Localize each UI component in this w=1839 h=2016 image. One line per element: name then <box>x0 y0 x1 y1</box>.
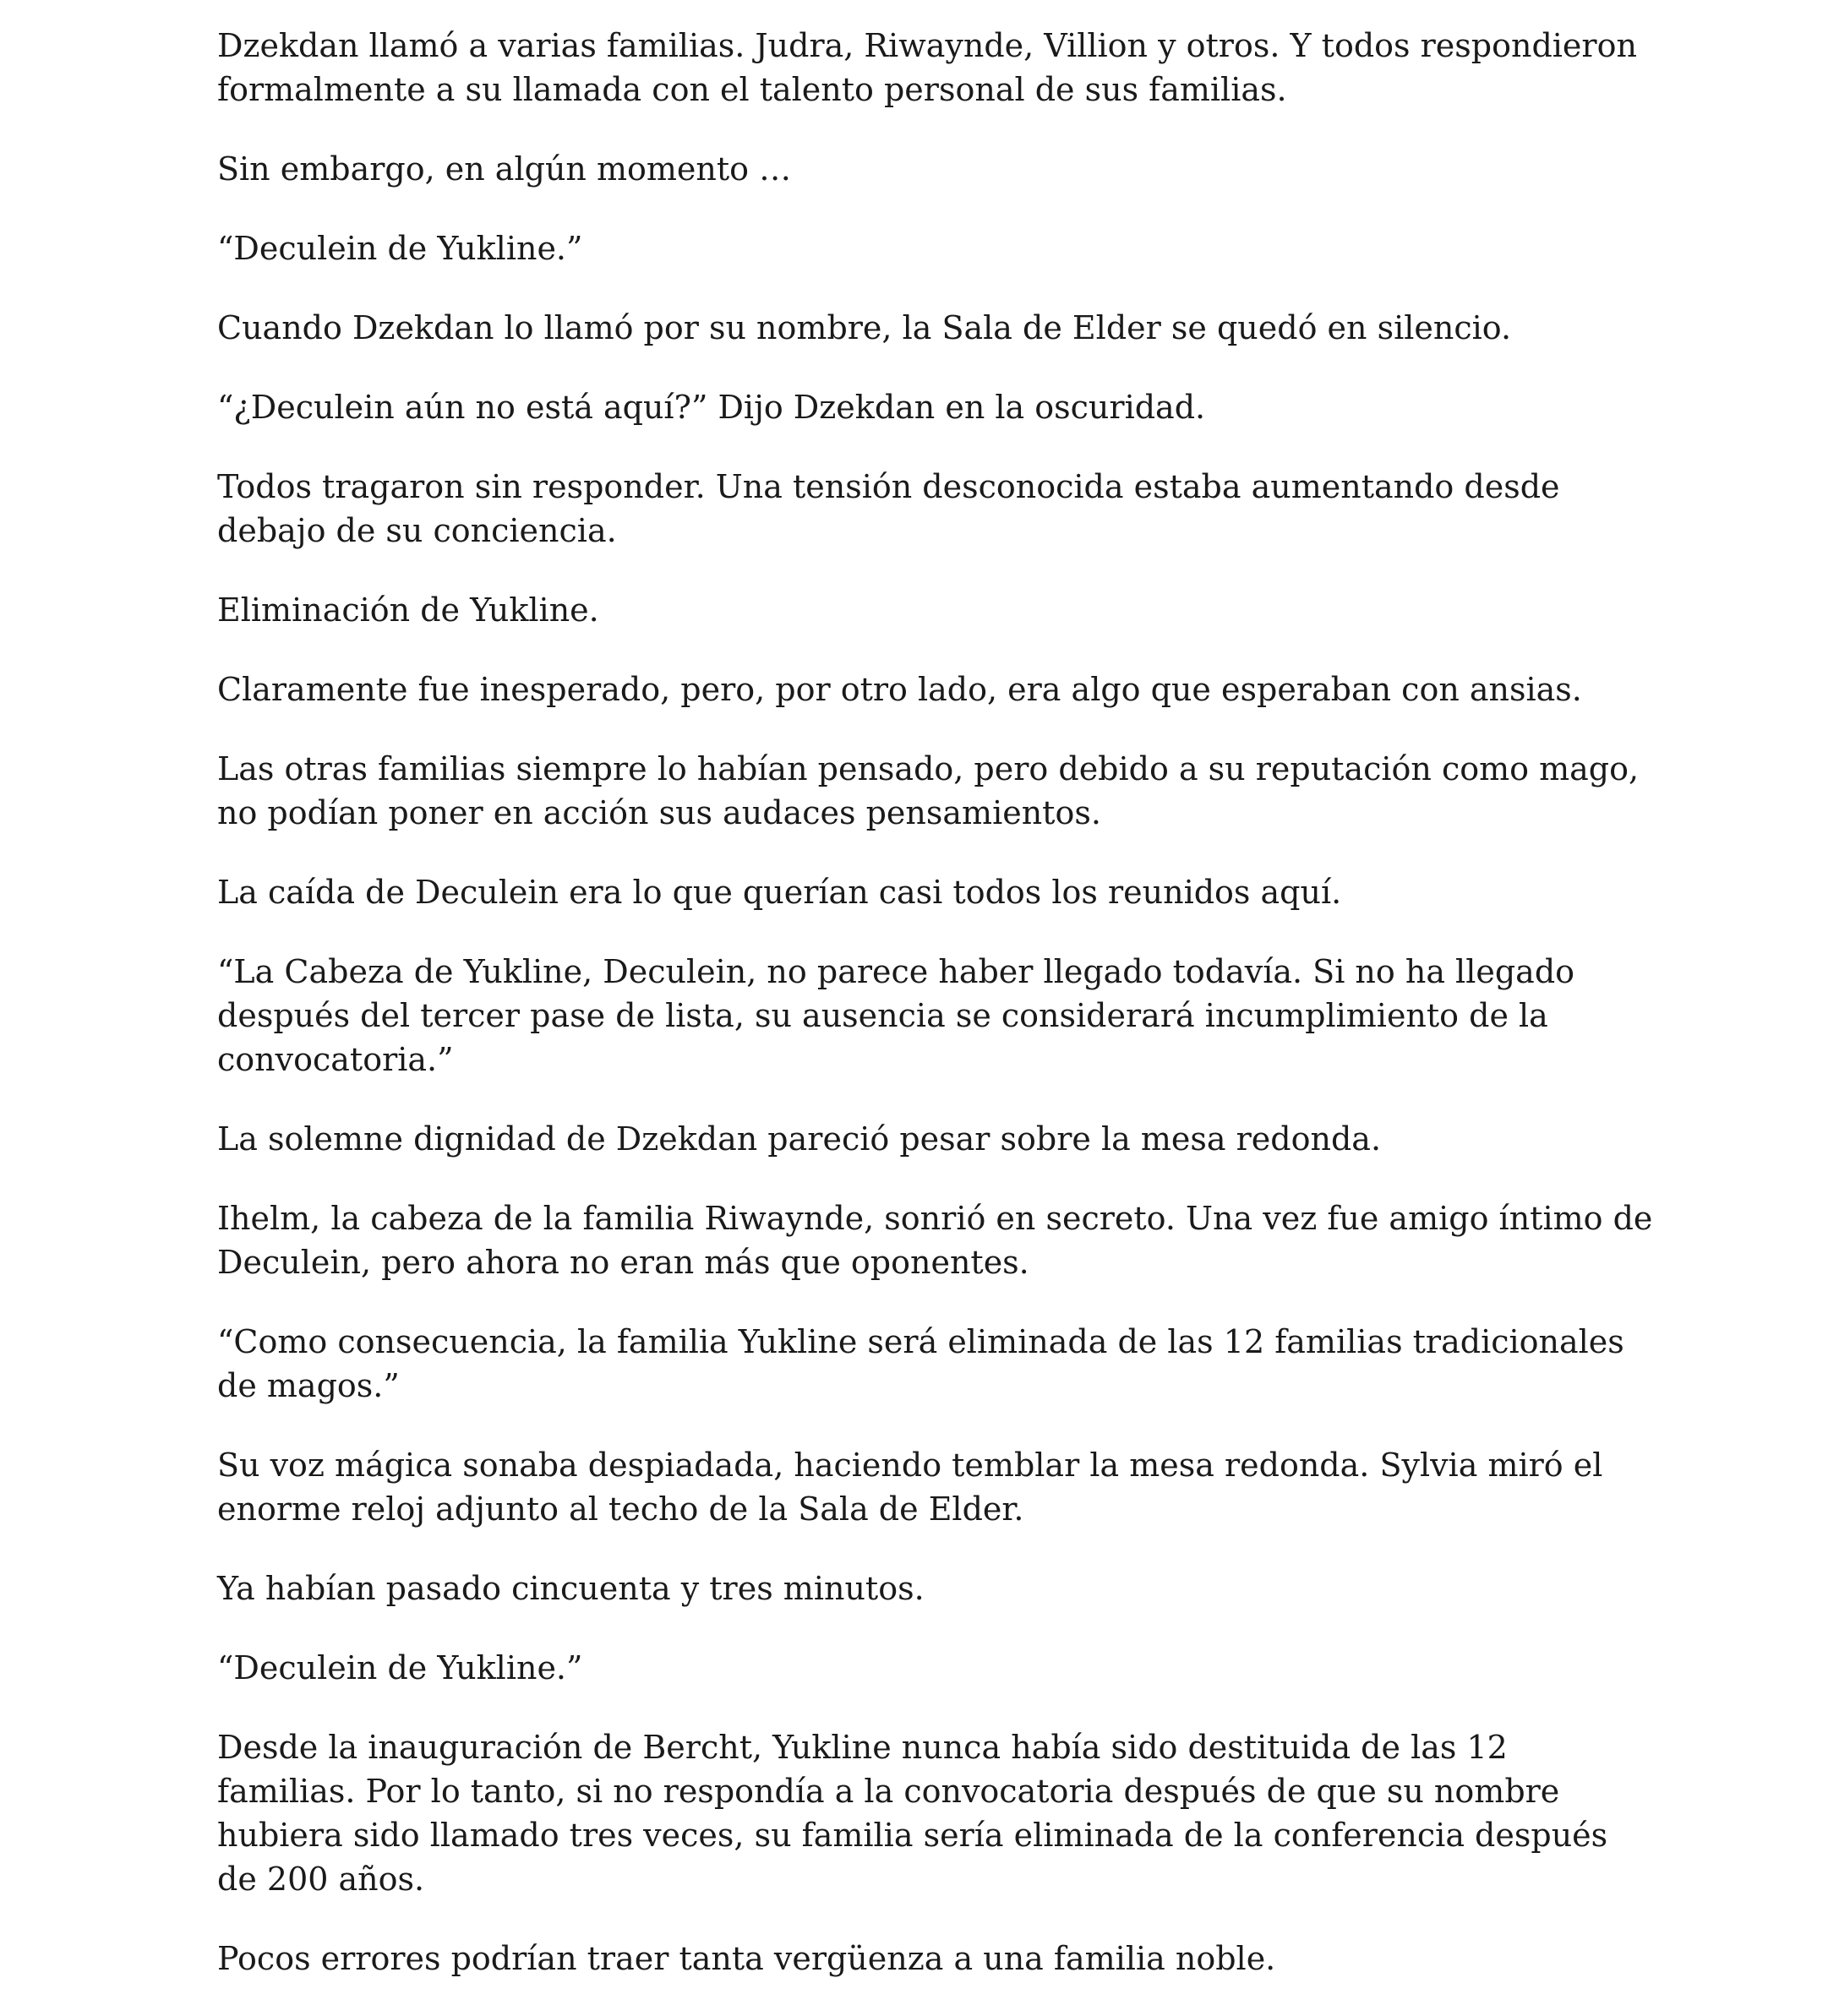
paragraph-7: Eliminación de Yukline. <box>217 591 599 629</box>
paragraph-16: Ya habían pasado cincuenta y tres minutos. <box>217 1570 925 1607</box>
paragraph-17: “Deculein de Yukline.” <box>217 1649 583 1686</box>
paragraph-5: “¿Deculein aún no está aquí?” Dijo Dzekdan en la oscuridad. <box>217 389 1206 426</box>
paragraph-1: Dzekdan llamó a varias familias. Judra, Riwaynde, Villion y otros. Y todos respondieron formalmente a su llamada con el talento personal de sus familias. <box>217 27 1637 108</box>
paragraph-11: “La Cabeza de Yukline, Deculein, no parece haber llegado todavía. Si no ha llegado después del tercer pase de lista, su ausencia se considerará incumplimiento de la convocatoria.” <box>217 953 1575 1078</box>
paragraph-15: Su voz mágica sonaba despiadada, haciendo temblar la mesa redonda. Sylvia miró el enorme reloj adjunto al techo de la Sala de Elder. <box>217 1447 1603 1528</box>
paragraph-14: “Como consecuencia, la familia Yukline será eliminada de las 12 familias tradicionales de magos.” <box>217 1323 1624 1404</box>
paragraph-8: Claramente fue inesperado, pero, por otro lado, era algo que esperaban con ansias. <box>217 671 1582 708</box>
paragraph-12: La solemne dignidad de Dzekdan pareció pesar sobre la mesa redonda. <box>217 1120 1382 1158</box>
document-body <box>217 24 1654 2016</box>
paragraph-6: Todos tragaron sin responder. Una tensión desconocida estaba aumentando desde debajo de su conciencia. <box>217 468 1560 549</box>
paragraph-2: Sin embargo, en algún momento … <box>217 150 792 188</box>
paragraph-3: “Deculein de Yukline.” <box>217 230 583 267</box>
paragraph-13: Ihelm, la cabeza de la familia Riwaynde, sonrió en secreto. Una vez fue amigo íntimo de Deculein, pero ahora no eran más que oponentes. <box>217 1200 1653 1281</box>
paragraph-10: La caída de Deculein era lo que querían casi todos los reunidos aquí. <box>217 874 1342 911</box>
paragraph-9: Las otras familias siempre lo habían pensado, pero debido a su reputación como mago, no podían poner en acción sus audaces pensamientos. <box>217 750 1640 831</box>
paragraph-19: Pocos errores podrían traer tanta vergüenza a una familia noble. <box>217 1940 1276 1977</box>
paragraph-18: Desde la inauguración de Bercht, Yukline nunca había sido destituida de las 12 familias. Por lo tanto, si no respondía a la convocatoria después de que su nombre hubiera sido llamado tres veces, su familia sería eliminada de la conferencia después de 200 años. <box>217 1729 1608 1898</box>
paragraph-4: Cuando Dzekdan lo llamó por su nombre, la Sala de Elder se quedó en silencio. <box>217 309 1512 346</box>
